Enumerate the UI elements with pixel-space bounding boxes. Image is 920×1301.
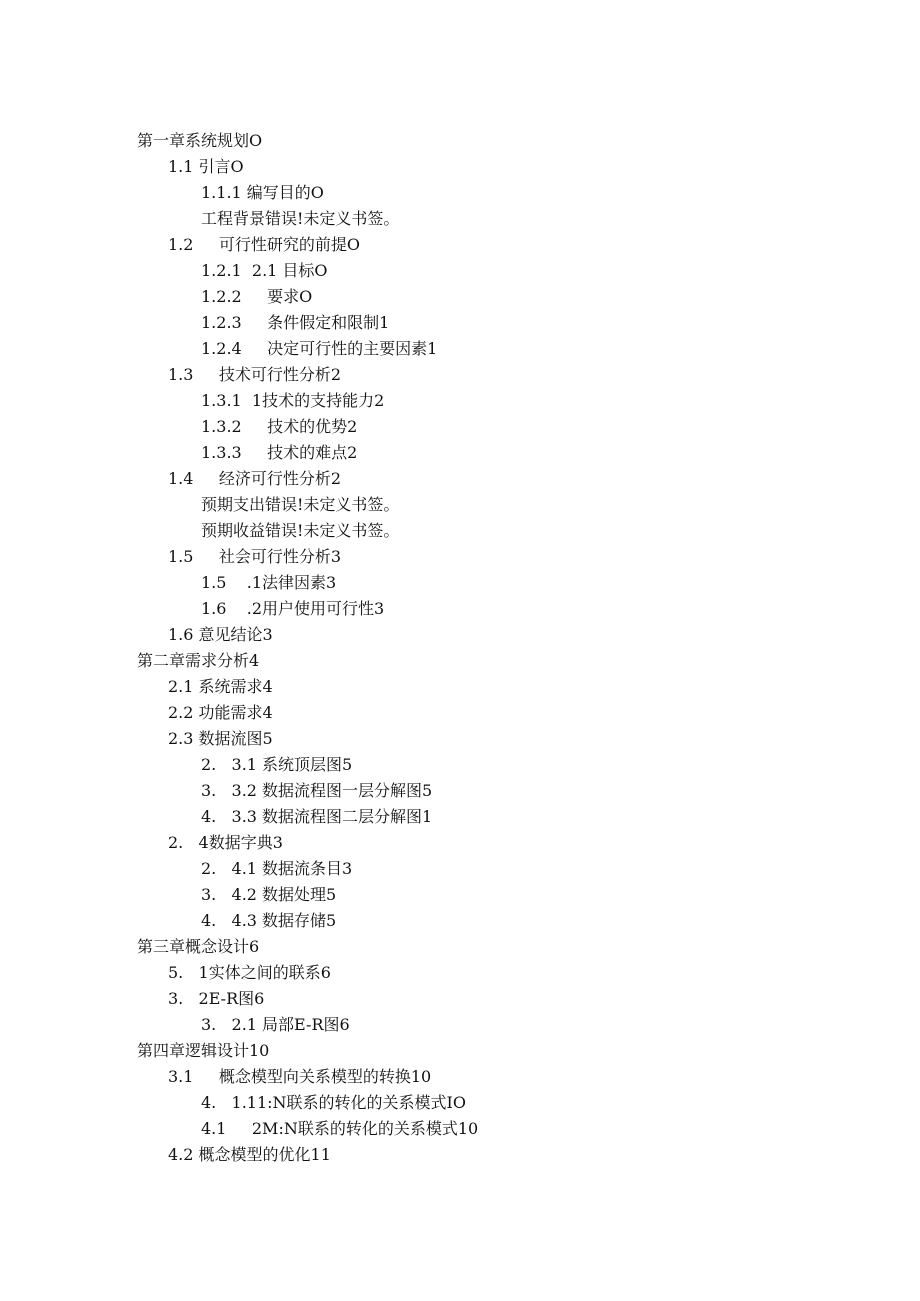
toc-subsection-entry: 1.5 .1法律因素3: [201, 573, 337, 592]
toc-subsection-entry: 1.2.1 2.1 目标O: [201, 261, 328, 280]
toc-subsection-entry: 3. 3.2 数据流程图一层分解图5: [201, 781, 433, 800]
toc-section-entry: 5. 1实体之间的联系6: [168, 963, 331, 982]
toc-section-entry: 3.1 概念模型向关系模型的转换10: [168, 1067, 432, 1086]
toc-subsection-entry: 4. 4.3 数据存储5: [201, 911, 337, 930]
toc-subsection-entry: 工程背景错误!未定义书签。: [201, 209, 400, 228]
toc-subsection-entry: 1.2.4 决定可行性的主要因素1: [201, 339, 438, 358]
toc-subsection-entry: 1.3.2 技术的优势2: [201, 417, 358, 436]
toc-subsection-entry: 4.1 2M:N联系的转化的关系模式10: [201, 1119, 479, 1138]
toc-subsection-entry: 预期支出错误!未定义书签。: [201, 495, 400, 514]
toc-section-entry: 1.1 引言O: [168, 157, 244, 176]
toc-subsection-entry: 1.3.1 1技术的支持能力2: [201, 391, 385, 410]
toc-subsection-entry: 1.1.1 编写目的O: [201, 183, 324, 202]
toc-section-entry: 2.2 功能需求4: [168, 703, 273, 722]
toc-section-entry: 1.4 经济可行性分析2: [168, 469, 342, 488]
toc-subsection-entry: 4. 1.11:N联系的转化的关系模式IO: [201, 1093, 466, 1112]
toc-section-entry: 1.5 社会可行性分析3: [168, 547, 342, 566]
toc-section-entry: 2.1 系统需求4: [168, 677, 273, 696]
toc-section-entry: 4.2 概念模型的优化11: [168, 1145, 331, 1164]
toc-subsection-entry: 1.2.2 要求O: [201, 287, 313, 306]
toc-subsection-entry: 1.3.3 技术的难点2: [201, 443, 358, 462]
toc-section-entry: 1.2 可行性研究的前提O: [168, 235, 360, 254]
toc-subsection-entry: 3. 2.1 局部E-R图6: [201, 1015, 350, 1034]
toc-subsection-entry: 2. 3.1 系统顶层图5: [201, 755, 353, 774]
toc-chapter-entry: 第一章系统规划O: [137, 131, 263, 150]
toc-subsection-entry: 预期收益错误!未定义书签。: [201, 521, 400, 540]
table-of-contents: [0, 128, 920, 1168]
toc-section-entry: 1.3 技术可行性分析2: [168, 365, 342, 384]
toc-subsection-entry: 1.2.3 条件假定和限制1: [201, 313, 390, 332]
toc-chapter-entry: 第二章需求分析4: [137, 651, 260, 670]
toc-subsection-entry: 3. 4.2 数据处理5: [201, 885, 337, 904]
toc-subsection-entry: 2. 4.1 数据流条目3: [201, 859, 353, 878]
toc-section-entry: 2.3 数据流图5: [168, 729, 273, 748]
toc-section-entry: 1.6 意见结论3: [168, 625, 273, 644]
toc-chapter-entry: 第三章概念设计6: [137, 937, 260, 956]
toc-section-entry: 2. 4数据字典3: [168, 833, 283, 852]
toc-subsection-entry: 1.6 .2用户使用可行性3: [201, 599, 385, 618]
toc-section-entry: 3. 2E-R图6: [168, 989, 265, 1008]
toc-chapter-entry: 第四章逻辑设计10: [137, 1041, 270, 1060]
toc-subsection-entry: 4. 3.3 数据流程图二层分解图1: [201, 807, 433, 826]
